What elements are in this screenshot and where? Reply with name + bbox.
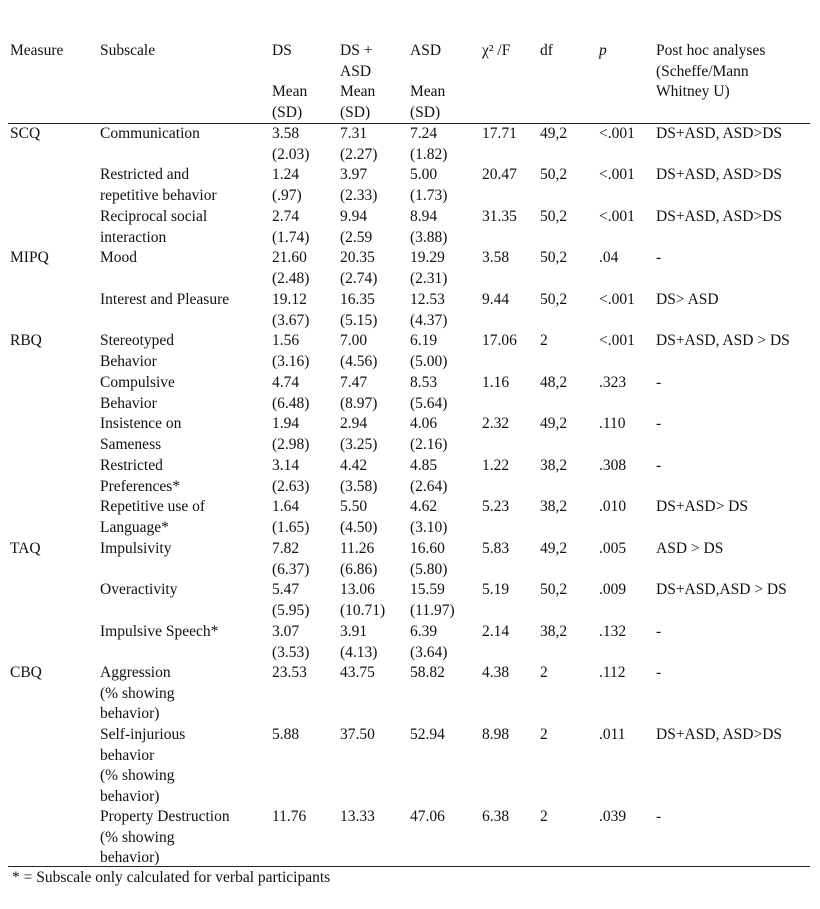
p-cell: .011 bbox=[599, 726, 626, 743]
ds-cell: (2.48) bbox=[272, 269, 310, 287]
subscale-cell: behavior) bbox=[100, 705, 160, 722]
p-cell: <.001 bbox=[599, 125, 635, 142]
subscale-cell: Impulsivity bbox=[100, 540, 172, 557]
df-cell: 50,2 bbox=[540, 166, 568, 183]
df-cell: 50,2 bbox=[540, 581, 568, 598]
posthoc-cell: - bbox=[656, 249, 662, 266]
ds-cell: (6.37) bbox=[272, 560, 310, 578]
ds-cell: (6.48) bbox=[272, 394, 310, 412]
chi-f-cell: 8.98 bbox=[482, 726, 510, 743]
df-cell: 49,2 bbox=[540, 540, 568, 557]
subscale-cell: interaction bbox=[100, 228, 167, 246]
subscale-cell: behavior) bbox=[100, 787, 160, 805]
ds-asd-cell: 16.35 bbox=[340, 291, 375, 308]
ds-asd-cell: (3.58) bbox=[340, 477, 378, 495]
asd-cell: (5.80) bbox=[410, 560, 448, 578]
ds-asd-cell: (2.33) bbox=[340, 186, 378, 204]
df-cell: 50,2 bbox=[540, 249, 568, 266]
asd-cell: (5.00) bbox=[410, 352, 448, 370]
chi-f-cell: 17.06 bbox=[482, 332, 517, 349]
ds-asd-cell: (4.13) bbox=[340, 643, 378, 661]
subscale-cell: Restricted and bbox=[100, 166, 190, 183]
asd-cell: 15.59 bbox=[410, 581, 445, 598]
p-cell: .112 bbox=[599, 664, 626, 681]
chi-f-cell: 5.19 bbox=[482, 581, 510, 598]
ds-asd-cell: 7.00 bbox=[340, 332, 368, 349]
header-ds-cell: Mean bbox=[272, 83, 308, 100]
posthoc-cell: DS+ASD, ASD>DS bbox=[656, 208, 783, 225]
p-cell: <.001 bbox=[599, 208, 635, 225]
ds-cell: 1.64 bbox=[272, 498, 300, 515]
subscale-cell: repetitive behavior bbox=[100, 186, 217, 204]
posthoc-cell: ASD > DS bbox=[656, 540, 724, 557]
df-cell: 38,2 bbox=[540, 457, 568, 474]
header-ds-asd-cell: ASD bbox=[340, 62, 372, 80]
chi-f-cell: 5.23 bbox=[482, 498, 510, 515]
subscale-cell: Repetitive use of bbox=[100, 498, 206, 515]
subscale-cell: behavior) bbox=[100, 849, 160, 866]
ds-cell: (3.53) bbox=[272, 643, 310, 661]
posthoc-cell: - bbox=[656, 415, 662, 432]
asd-cell: 6.19 bbox=[410, 332, 438, 349]
ds-asd-cell: (3.25) bbox=[340, 435, 378, 453]
df-cell: 38,2 bbox=[540, 623, 568, 640]
ds-cell: 3.58 bbox=[272, 125, 300, 142]
header-p-cell: p bbox=[599, 42, 607, 59]
ds-cell: (2.98) bbox=[272, 435, 310, 453]
ds-asd-cell: 13.06 bbox=[340, 581, 375, 598]
chi-f-cell: 1.22 bbox=[482, 457, 510, 474]
ds-asd-cell: 5.50 bbox=[340, 498, 368, 515]
asd-cell: 47.06 bbox=[410, 808, 445, 825]
ds-cell: 4.74 bbox=[272, 374, 300, 391]
subscale-cell: Restricted bbox=[100, 457, 163, 474]
ds-cell: (1.74) bbox=[272, 228, 310, 246]
subscale-cell: Stereotyped bbox=[100, 332, 175, 349]
chi-f-cell: 3.58 bbox=[482, 249, 510, 266]
asd-cell: (1.82) bbox=[410, 145, 448, 163]
ds-asd-cell: (5.15) bbox=[340, 311, 378, 329]
ds-cell: 1.56 bbox=[272, 332, 300, 349]
subscale-cell: Aggression bbox=[100, 664, 171, 681]
posthoc-cell: - bbox=[656, 457, 662, 474]
chi-f-cell: 20.47 bbox=[482, 166, 517, 183]
ds-cell: 11.76 bbox=[272, 808, 307, 825]
asd-cell: (3.88) bbox=[410, 228, 448, 246]
ds-asd-cell: (4.56) bbox=[340, 352, 378, 370]
subscale-cell: Behavior bbox=[100, 394, 157, 412]
subscale-cell: Property Destruction bbox=[100, 808, 230, 825]
ds-cell: 7.82 bbox=[272, 540, 300, 557]
subscale-cell: Self-injurious bbox=[100, 726, 186, 743]
chi-f-cell: 17.71 bbox=[482, 125, 517, 142]
subscale-cell: (% showing bbox=[100, 828, 175, 846]
asd-cell: (5.64) bbox=[410, 394, 448, 412]
chi-f-cell: 9.44 bbox=[482, 291, 510, 308]
header-ds-cell: DS bbox=[272, 42, 292, 59]
ds-asd-cell: (10.71) bbox=[340, 601, 386, 619]
posthoc-cell: DS> ASD bbox=[656, 291, 719, 308]
p-cell: .039 bbox=[599, 808, 627, 825]
posthoc-cell: DS+ASD, ASD>DS bbox=[656, 726, 783, 743]
asd-cell: (1.73) bbox=[410, 186, 448, 204]
table-rule-bottom bbox=[8, 866, 810, 867]
ds-cell: 5.47 bbox=[272, 581, 300, 598]
chi-f-cell: 1.16 bbox=[482, 374, 510, 391]
measure-cell: MIPQ bbox=[10, 249, 49, 266]
p-cell: <.001 bbox=[599, 332, 635, 349]
p-cell: .308 bbox=[599, 457, 627, 474]
ds-asd-cell: 7.47 bbox=[340, 374, 368, 391]
asd-cell: 8.94 bbox=[410, 208, 438, 225]
chi-f-cell: 5.83 bbox=[482, 540, 510, 557]
df-cell: 2 bbox=[540, 332, 548, 349]
chi-f-cell: 6.38 bbox=[482, 808, 510, 825]
ds-asd-cell: 9.94 bbox=[340, 208, 368, 225]
footnote: * = Subscale only calculated for verbal participants bbox=[12, 869, 331, 886]
p-cell: .005 bbox=[599, 540, 627, 557]
subscale-cell: (% showing bbox=[100, 767, 175, 784]
header-posthoc-cell: Post hoc analyses bbox=[656, 42, 766, 59]
asd-cell: (11.97) bbox=[410, 601, 455, 619]
posthoc-cell: DS+ASD,ASD > DS bbox=[656, 581, 787, 598]
p-cell: <.001 bbox=[599, 166, 635, 183]
asd-cell: (2.16) bbox=[410, 435, 448, 453]
chi-f-cell: 4.38 bbox=[482, 664, 510, 681]
asd-cell: (2.64) bbox=[410, 477, 448, 495]
df-cell: 38,2 bbox=[540, 498, 568, 515]
df-cell: 50,2 bbox=[540, 291, 568, 308]
asd-cell: (3.10) bbox=[410, 518, 448, 536]
header-ds-asd-cell: (SD) bbox=[340, 103, 371, 121]
df-cell: 50,2 bbox=[540, 208, 568, 225]
ds-asd-cell: 43.75 bbox=[340, 664, 375, 681]
subscale-cell: behavior bbox=[100, 746, 155, 764]
p-cell: .010 bbox=[599, 498, 627, 515]
subscale-cell: Behavior bbox=[100, 352, 157, 370]
p-cell: .009 bbox=[599, 581, 627, 598]
df-cell: 48,2 bbox=[540, 374, 568, 391]
ds-cell: 1.24 bbox=[272, 166, 300, 183]
asd-cell: 16.60 bbox=[410, 540, 445, 557]
header-asd-cell: ASD bbox=[410, 42, 442, 59]
df-cell: 2 bbox=[540, 808, 548, 825]
asd-cell: 4.85 bbox=[410, 457, 438, 474]
header-df-cell: df bbox=[540, 42, 553, 59]
header-posthoc-cell: Whitney U) bbox=[656, 83, 730, 100]
ds-cell: 2.74 bbox=[272, 208, 300, 225]
subscale-cell: Preferences* bbox=[100, 477, 181, 495]
p-cell: <.001 bbox=[599, 291, 635, 308]
ds-asd-cell: 7.31 bbox=[340, 125, 368, 142]
subscale-cell: Mood bbox=[100, 249, 138, 266]
p-cell: .132 bbox=[599, 623, 627, 640]
header-asd-cell: Mean bbox=[410, 83, 446, 100]
asd-cell: 52.94 bbox=[410, 726, 445, 743]
p-cell: .04 bbox=[599, 249, 619, 266]
asd-cell: 8.53 bbox=[410, 374, 438, 391]
ds-cell: 3.14 bbox=[272, 457, 300, 474]
subscale-cell: Communication bbox=[100, 125, 200, 142]
ds-cell: (1.65) bbox=[272, 518, 310, 536]
ds-asd-cell: 11.26 bbox=[340, 540, 375, 557]
ds-cell: (.97) bbox=[272, 186, 302, 204]
subscale-cell: (% showing bbox=[100, 684, 175, 702]
asd-cell: 4.06 bbox=[410, 415, 438, 432]
asd-cell: 58.82 bbox=[410, 664, 445, 681]
df-cell: 49,2 bbox=[540, 415, 568, 432]
subscale-cell: Reciprocal social bbox=[100, 208, 208, 225]
ds-cell: 1.94 bbox=[272, 415, 300, 432]
ds-cell: 19.12 bbox=[272, 291, 307, 308]
ds-cell: (3.16) bbox=[272, 352, 310, 370]
header-ds-asd-cell: DS + bbox=[340, 42, 373, 59]
header-subscale-cell: Subscale bbox=[100, 42, 156, 59]
asd-cell: (4.37) bbox=[410, 311, 448, 329]
p-cell: .323 bbox=[599, 374, 627, 391]
ds-cell: (5.95) bbox=[272, 601, 310, 619]
ds-cell: 3.07 bbox=[272, 623, 300, 640]
header-ds-cell: (SD) bbox=[272, 103, 303, 121]
header-measure-cell: Measure bbox=[10, 42, 64, 59]
subscale-cell: Language* bbox=[100, 518, 169, 536]
header-ds-asd-cell: Mean bbox=[340, 83, 376, 100]
subscale-cell: Overactivity bbox=[100, 581, 178, 598]
p-cell: .110 bbox=[599, 415, 626, 432]
posthoc-cell: DS+ASD> DS bbox=[656, 498, 748, 515]
asd-cell: 19.29 bbox=[410, 249, 445, 266]
asd-cell: 6.39 bbox=[410, 623, 438, 640]
ds-asd-cell: 3.97 bbox=[340, 166, 368, 183]
header-chi-f-cell: χ² /F bbox=[482, 42, 511, 59]
header-posthoc-cell: (Scheffe/Mann bbox=[656, 62, 749, 80]
posthoc-cell: DS+ASD, ASD > DS bbox=[656, 332, 790, 349]
measure-cell: TAQ bbox=[10, 540, 41, 557]
asd-cell: 4.62 bbox=[410, 498, 438, 515]
posthoc-cell: DS+ASD, ASD>DS bbox=[656, 125, 783, 142]
asd-cell: 12.53 bbox=[410, 291, 445, 308]
chi-f-cell: 31.35 bbox=[482, 208, 517, 225]
df-cell: 2 bbox=[540, 726, 548, 743]
ds-asd-cell: 37.50 bbox=[340, 726, 375, 743]
ds-asd-cell: 2.94 bbox=[340, 415, 368, 432]
asd-cell: 7.24 bbox=[410, 125, 438, 142]
measure-cell: CBQ bbox=[10, 664, 42, 681]
asd-cell: (2.31) bbox=[410, 269, 448, 287]
posthoc-cell: DS+ASD, ASD>DS bbox=[656, 166, 783, 183]
table-rule-header bbox=[8, 123, 810, 124]
ds-asd-cell: (2.59 bbox=[340, 228, 373, 246]
ds-cell: 5.88 bbox=[272, 726, 300, 743]
ds-asd-cell: 13.33 bbox=[340, 808, 375, 825]
ds-asd-cell: (2.74) bbox=[340, 269, 378, 287]
ds-cell: (3.67) bbox=[272, 311, 310, 329]
ds-asd-cell: 4.42 bbox=[340, 457, 368, 474]
subscale-cell: Interest and Pleasure bbox=[100, 291, 230, 308]
ds-cell: 21.60 bbox=[272, 249, 307, 266]
ds-asd-cell: (8.97) bbox=[340, 394, 378, 412]
ds-asd-cell: 3.91 bbox=[340, 623, 368, 640]
ds-cell: (2.63) bbox=[272, 477, 310, 495]
asd-cell: 5.00 bbox=[410, 166, 438, 183]
subscale-cell: Sameness bbox=[100, 435, 162, 453]
ds-cell: 23.53 bbox=[272, 664, 307, 681]
measure-cell: RBQ bbox=[10, 332, 42, 349]
chi-f-cell: 2.14 bbox=[482, 623, 510, 640]
posthoc-cell: - bbox=[656, 664, 662, 681]
ds-cell: (2.03) bbox=[272, 145, 310, 163]
posthoc-cell: - bbox=[656, 623, 662, 640]
asd-cell: (3.64) bbox=[410, 643, 448, 661]
chi-f-cell: 2.32 bbox=[482, 415, 510, 432]
ds-asd-cell: (2.27) bbox=[340, 145, 378, 163]
header-asd-cell: (SD) bbox=[410, 103, 441, 121]
measure-cell: SCQ bbox=[10, 125, 41, 142]
df-cell: 2 bbox=[540, 664, 548, 681]
subscale-cell: Insistence on bbox=[100, 415, 182, 432]
subscale-cell: Compulsive bbox=[100, 374, 175, 391]
subscale-cell: Impulsive Speech* bbox=[100, 623, 219, 640]
posthoc-cell: - bbox=[656, 374, 662, 391]
ds-asd-cell: 20.35 bbox=[340, 249, 375, 266]
posthoc-cell: - bbox=[656, 808, 662, 825]
ds-asd-cell: (6.86) bbox=[340, 560, 378, 578]
df-cell: 49,2 bbox=[540, 125, 568, 142]
ds-asd-cell: (4.50) bbox=[340, 518, 378, 536]
